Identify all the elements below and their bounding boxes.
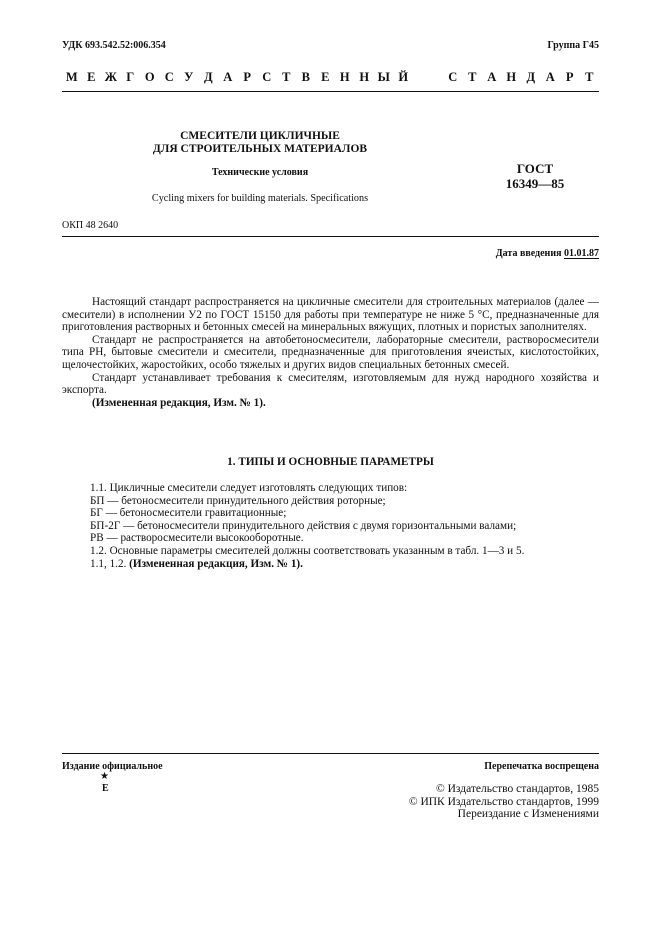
document-title xyxy=(130,130,390,155)
list-item: БП — бетоносмесители принудительного действия роторные; xyxy=(90,494,386,507)
banner-letter: Т xyxy=(282,70,291,84)
banner-letter: Н xyxy=(339,70,350,84)
paragraph-requirements: Стандарт устанавливает требования к смесителям, изготовляемым для нужд народного хозяйства и экспорта. xyxy=(62,371,599,397)
banner-letter: Р xyxy=(243,70,252,84)
banner-letter: Е xyxy=(321,70,330,84)
list-item: 1.2. Основные параметры смесителей должны соответствовать указанным в табл. 1—3 и 5. xyxy=(90,544,525,557)
list-item: БГ — бетоносмесители гравитационные; xyxy=(90,507,287,520)
banner-letter: А xyxy=(223,70,233,84)
banner-letter: С xyxy=(164,70,174,84)
introduction-date xyxy=(496,248,599,259)
standard-banner xyxy=(62,70,599,85)
group-code: Группа Г45 xyxy=(547,40,599,51)
banner-letter: Н xyxy=(506,70,517,84)
section-content xyxy=(90,482,599,570)
banner-letter: Д xyxy=(526,70,536,84)
date-value: 01.01.87 xyxy=(564,248,599,259)
copyright-1999: © ИПК Издательство стандартов, 1999 xyxy=(408,795,599,808)
gost-number xyxy=(485,161,585,191)
english-title: Cycling mixers for building materials. Specifications xyxy=(151,193,369,204)
udk-code: УДК 693.542.52:006.354 xyxy=(62,40,166,51)
edition-letter: Е xyxy=(102,783,109,794)
gost-code: 16349—85 xyxy=(505,176,565,191)
banner-letter: Р xyxy=(565,70,574,84)
divider-middle xyxy=(62,236,599,237)
banner-letter: Н xyxy=(359,70,370,84)
banner-letter: Д xyxy=(203,70,213,84)
amendment-note: (Измененная редакция, Изм. № 1). xyxy=(92,396,266,409)
list-item: РВ — растворосмесители высокооборотные. xyxy=(90,532,304,545)
okp-code: ОКП 48 2640 xyxy=(62,220,119,231)
banner-letter: Е xyxy=(87,70,96,84)
intro-text xyxy=(62,296,599,409)
banner-letter: Ы xyxy=(377,70,390,84)
amendment-ref: 1.1, 1.2. xyxy=(90,557,130,570)
list-item: БП-2Г — бетоносмесители принудительного действия с двумя горизонтальными валами; xyxy=(90,519,517,532)
banner-gap xyxy=(413,70,443,85)
divider-top xyxy=(62,91,599,92)
date-label: Дата введения xyxy=(495,248,562,259)
gost-label: ГОСТ xyxy=(516,161,554,176)
banner-letter: О xyxy=(144,70,155,84)
official-edition: Издание официальное xyxy=(62,761,163,772)
banner-letter: Т xyxy=(468,70,477,84)
reissue-note: Переиздание с Изменениями xyxy=(457,808,599,821)
paragraph-exclusions: Стандарт не распространяется на автобетоносмесители, лабораторные смесители, растворосмесители типа РН, бытовые смесители и смесители, предназначенные для приготовления ячеистых, кислотостойких, щелочестойких, жаростойких, особо тяжелых и других видов специальных бетонных смесей. xyxy=(62,333,599,371)
divider-bottom xyxy=(62,753,599,754)
document-subtitle: Технические условия xyxy=(211,167,309,178)
banner-letter: А xyxy=(545,70,555,84)
banner-letter: У xyxy=(184,70,194,84)
list-item: 1.1. Цикличные смесители следует изготовлять следующих типов: xyxy=(90,482,408,494)
banner-letter: Г xyxy=(126,70,135,84)
title-line-1: СМЕСИТЕЛИ ЦИКЛИЧНЫЕ xyxy=(180,130,340,142)
list-item xyxy=(90,558,599,571)
star-icon: ★ xyxy=(100,771,109,782)
amendment-note: (Измененная редакция, Изм. № 1). xyxy=(129,557,303,570)
banner-letter: Й xyxy=(398,70,409,84)
section-heading: 1. ТИПЫ И ОСНОВНЫЕ ПАРАМЕТРЫ xyxy=(227,456,434,468)
banner-letter: В xyxy=(301,70,310,84)
banner-letter: М xyxy=(65,70,78,84)
banner-letter: Ж xyxy=(104,70,117,84)
copyright-block xyxy=(409,783,599,821)
copyright-1985: © Издательство стандартов, 1985 xyxy=(435,783,599,795)
banner-letter: С xyxy=(448,70,458,84)
paragraph-scope: Настоящий стандарт распространяется на цикличные смесители для строительных материалов (далее — смесители) в исполнении У2 по ГОСТ 15150 для работы при температуре не ниже 5 °С, предназначенные для приготовления растворных и бетонных смесей на минеральных вяжущих, плотных и пористых заполнителях. xyxy=(62,296,599,334)
reprint-prohibited: Перепечатка воспрещена xyxy=(484,761,599,772)
banner-letter: Т xyxy=(585,70,594,84)
banner-letter: С xyxy=(262,70,272,84)
title-line-2: ДЛЯ СТРОИТЕЛЬНЫХ МАТЕРИАЛОВ xyxy=(152,142,368,155)
banner-letter: А xyxy=(487,70,497,84)
